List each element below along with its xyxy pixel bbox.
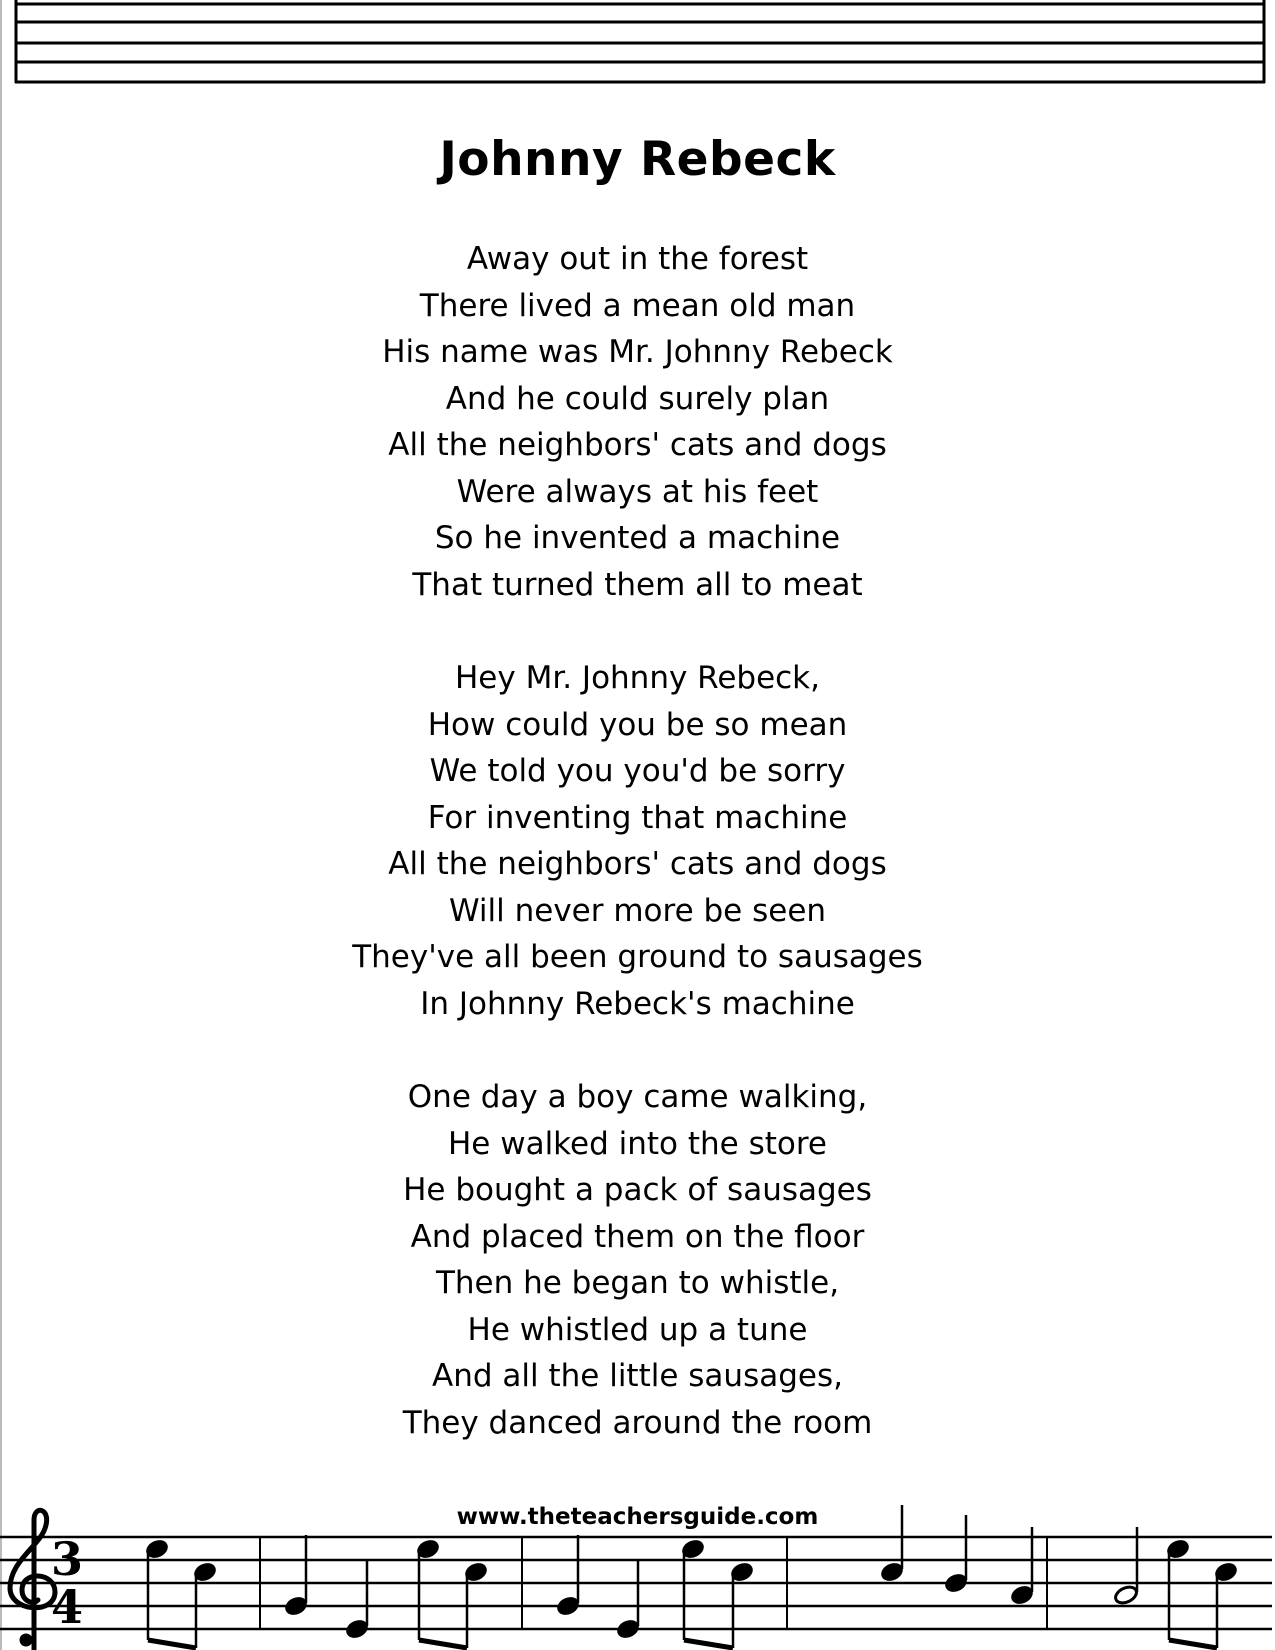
- lyric-line: There lived a mean old man: [419, 287, 856, 324]
- lyric-line: All the neighbors' cats and dogs: [388, 427, 887, 463]
- top-music-staff: [0, 0, 1275, 95]
- lyric-line: Then he began to whistle,: [435, 1265, 840, 1301]
- lyric-line: He whistled up a tune: [467, 1311, 808, 1348]
- lyric-line: All the neighbors' cats and dogs: [388, 846, 887, 882]
- lyric-line: Were always at his feet: [456, 473, 819, 510]
- lyric-line: They danced around the room: [402, 1404, 873, 1441]
- lyric-line: Hey Mr. Johnny Rebeck,: [454, 660, 820, 696]
- time-signature-top: 3: [50, 1532, 84, 1586]
- lyric-line: We told you you'd be sorry: [429, 753, 846, 789]
- lyric-line: Away out in the forest: [466, 241, 809, 277]
- lyric-line: How could you be so mean: [427, 706, 848, 743]
- lyric-line: They've all been ground to sausages: [352, 939, 923, 975]
- lyric-line: That turned them all to meat: [412, 566, 863, 603]
- lyric-line: One day a boy came walking,: [407, 1079, 868, 1115]
- music-notes: [145, 1505, 1238, 1648]
- lyric-line: For inventing that machine: [427, 799, 848, 836]
- lyric-line: He walked into the store: [447, 1125, 828, 1162]
- lyric-line: His name was Mr. Johnny Rebeck: [382, 334, 893, 370]
- staff-lines: [0, 1537, 1272, 1629]
- lyric-line: And all the little sausages,: [432, 1358, 843, 1394]
- lyric-line: He bought a pack of sausages: [403, 1172, 872, 1208]
- stanza-3: [0, 1074, 1275, 1446]
- bottom-music-staff: [0, 1500, 1275, 1650]
- song-title: Johnny Rebeck: [439, 132, 836, 187]
- stanza-1: [0, 236, 1275, 608]
- lyric-line: So he invented a machine: [434, 520, 841, 556]
- lyric-line: Will never more be seen: [448, 892, 827, 929]
- lyrics-body: [0, 236, 1275, 1493]
- website-url: www.theteachersguide.com: [456, 1504, 819, 1530]
- lyric-line: And placed them on the floor: [410, 1218, 865, 1255]
- time-signature-bottom: 4: [50, 1580, 84, 1634]
- lyric-line: In Johnny Rebeck's machine: [420, 985, 855, 1022]
- lyric-line: And he could surely plan: [445, 380, 830, 417]
- stanza-2: [0, 655, 1275, 1027]
